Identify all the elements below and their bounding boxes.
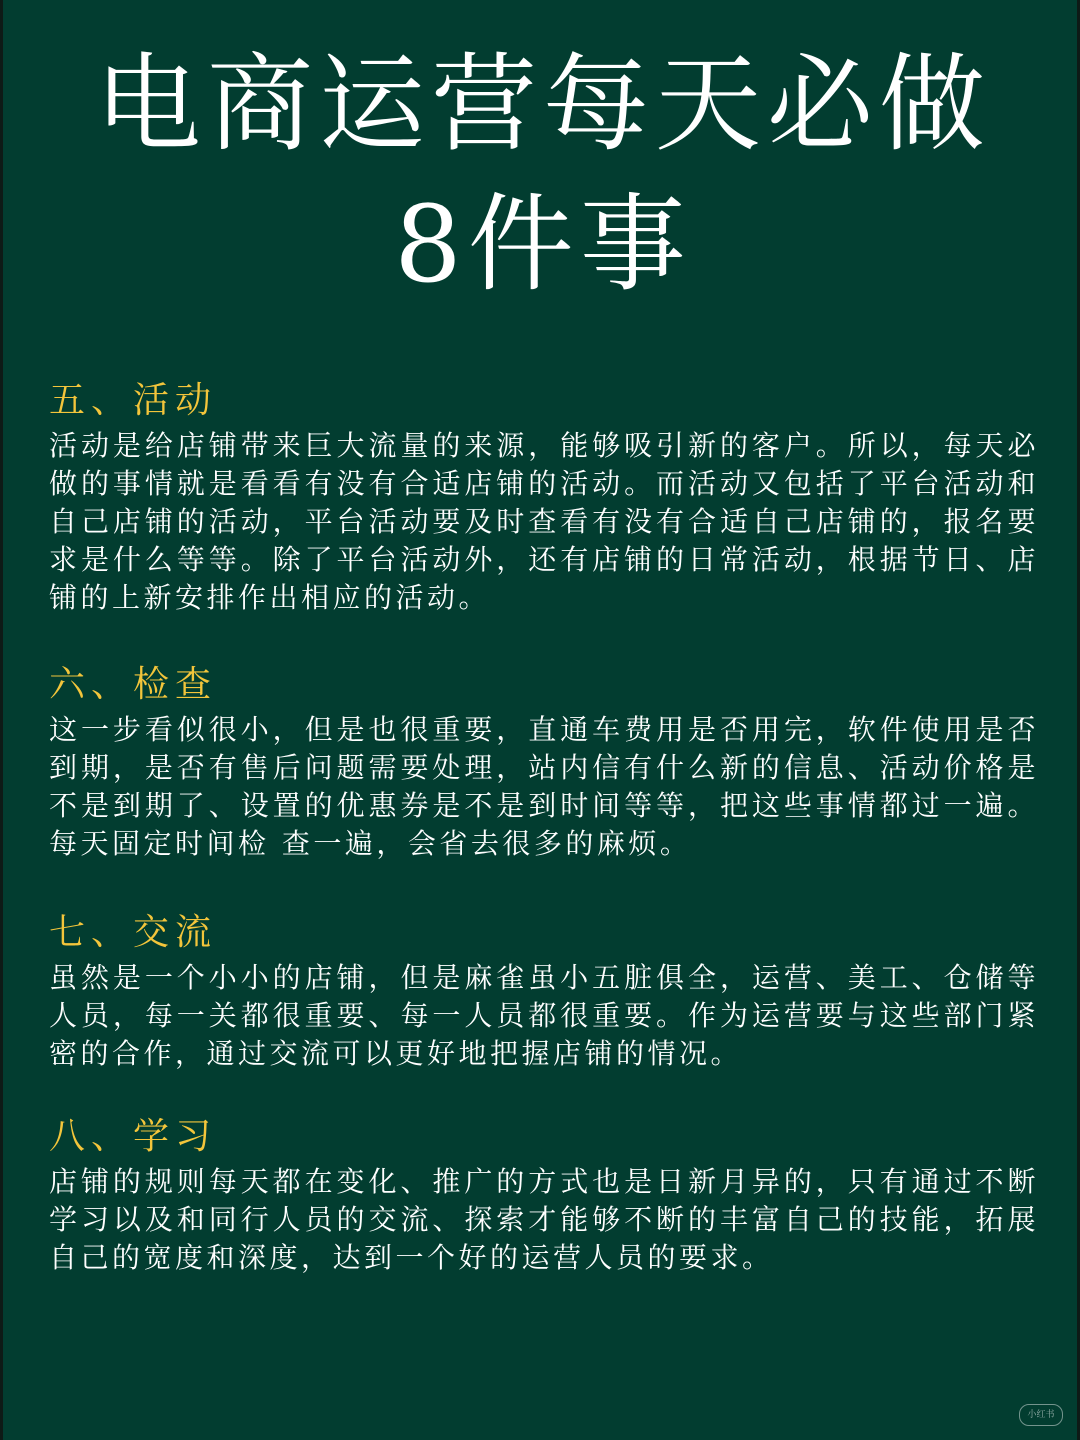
section-communication: [49, 913, 1039, 1073]
section-activities: [49, 381, 1039, 617]
section-body: 活动是给店铺带来巨大流量的来源，能够吸引新的客户。所以，每天必做的事情就是看看有没有合适店铺的活动。而活动又包括了平台活动和自己店铺的活动，平台活动要及时查看有没有合适自己店铺的，报名要求是什么等等。除了平台活动外，还有店铺的日常活动，根据节日、店铺的上新安排作出相应的活动。: [49, 429, 1039, 614]
section-learning: [49, 1117, 1039, 1277]
section-heading: 八、学习: [49, 1116, 218, 1157]
section-heading: 六、检查: [49, 664, 218, 705]
page-title-line-2: 8件事: [394, 183, 692, 306]
page-title-line-1: 电商运营每天必做: [95, 43, 991, 166]
section-body: 虽然是一个小小的店铺，但是麻雀虽小五脏俱全，运营、美工、仓储等人员，每一关都很重要、每一人员都很重要。作为运营要与这些部门紧密的合作，通过交流可以更好地把握店铺的情况。: [49, 961, 1039, 1070]
section-heading: 五、活动: [49, 380, 218, 421]
watermark-logo: 小红书: [1019, 1404, 1063, 1426]
section-checks: [49, 665, 1039, 863]
section-body: 这一步看似很小，但是也很重要，直通车费用是否用完，软件使用是否到期，是否有售后问题需要处理，站内信有什么新的信息、活动价格是不是到期了、设置的优惠券是不是到时间等等，把这些事情都过一遍。每天固定时间检 查一遍，会省去很多的麻烦。: [49, 713, 1039, 860]
section-body: 店铺的规则每天都在变化、推广的方式也是日新月异的，只有通过不断学习以及和同行人员的交流、探索才能够不断的丰富自己的技能，拓展自己的宽度和深度，达到一个好的运营人员的要求。: [49, 1165, 1039, 1274]
section-heading: 七、交流: [49, 912, 218, 953]
